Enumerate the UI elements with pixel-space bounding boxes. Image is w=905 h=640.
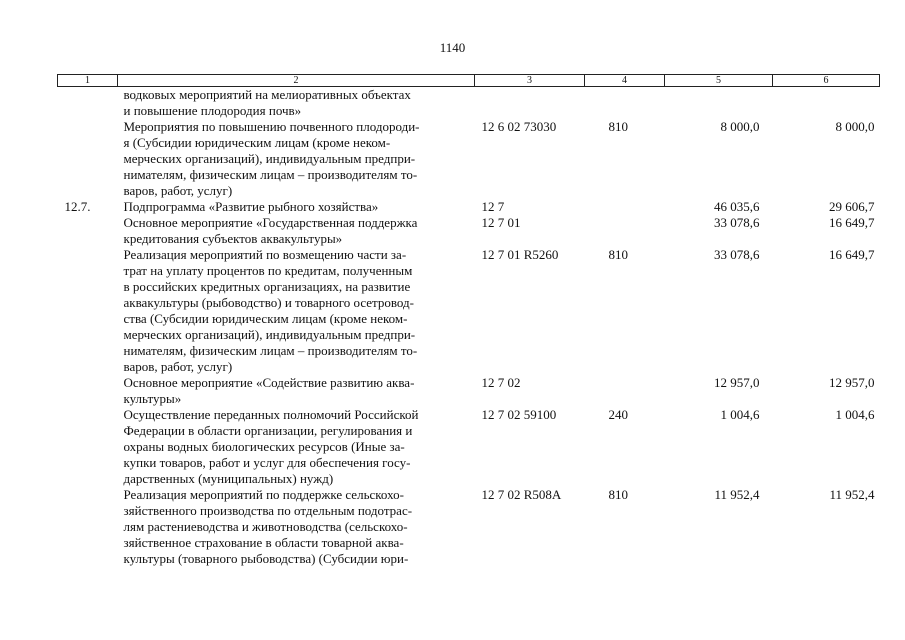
row-number [58,487,118,567]
row-amount-2: 12 957,0 [829,375,875,390]
row-number [58,119,118,199]
row-name [118,215,475,247]
row-amount-2: 29 606,7 [829,199,875,214]
header-col-5: 5 [665,75,773,87]
row-expense-type [585,87,665,120]
row-target-code [475,87,585,120]
row-name-line: зяйственного производства по отдельным подотрас- [123,503,413,518]
row-amount-1: 12 957,0 [714,375,760,390]
row-name-line: в российских кредитных организациях, на развитие [123,279,411,294]
table-row [58,247,880,375]
header-col-6: 6 [773,75,880,87]
row-name-line: я (Субсидии юридическим лицам (кроме неком- [123,135,391,150]
table-row [58,199,880,215]
row-amount-1: 8 000,0 [720,119,760,134]
row-name-line: зяйственное страхование в области товарной аква- [123,535,404,550]
row-number [58,375,118,407]
row-name [118,199,475,215]
row-amount-2 [773,87,880,120]
row-amount-2: 16 649,7 [829,215,875,230]
row-name-line: Федерации в области организации, регулирования и [123,423,413,438]
row-target-code: 12 7 02 59100 [481,407,557,422]
row-name [118,407,475,487]
row-name-line: водковых мероприятий на мелиоративных объектах [123,87,411,102]
row-name-line: Основное мероприятие «Государственная поддержка [123,215,418,230]
row-expense-type: 240 [608,407,628,422]
row-name-line: варов, работ, услуг) [123,359,233,374]
header-col-4: 4 [585,75,665,87]
table-row [58,119,880,199]
row-number: 12.7. [64,199,91,214]
row-amount-2: 16 649,7 [829,247,875,262]
row-name-line: купки товаров, работ и услуг для обеспечения госу- [123,455,411,470]
budget-table [57,74,880,567]
row-amount-1: 33 078,6 [714,215,760,230]
row-target-code: 12 7 [481,199,505,214]
row-number [58,407,118,487]
row-expense-type [585,375,665,407]
row-name-line: варов, работ, услуг) [123,183,233,198]
row-name-line: аквакультуры (рыбоводство) и товарного осетровод- [123,295,414,310]
row-name-line: дарственных (муниципальных) нужд) [123,471,334,486]
row-name-line: трат на уплату процентов по кредитам, полученным [123,263,413,278]
row-name-line: мерческих организаций), индивидуальным предпри- [123,151,416,166]
row-name [118,375,475,407]
row-amount-1: 11 952,4 [714,487,760,502]
row-name-line: культуры» [123,391,182,406]
row-name [118,119,475,199]
row-name-line: ства (Субсидии юридическим лицам (кроме неком- [123,311,408,326]
header-col-3: 3 [475,75,585,87]
row-target-code: 12 6 02 73030 [481,119,557,134]
row-name-line: кредитования субъектов аквакультуры» [123,231,343,246]
table-row [58,375,880,407]
table-row [58,407,880,487]
row-number [58,247,118,375]
table-body [58,87,880,568]
row-name-line: охраны водных биологических ресурсов (Иные за- [123,439,405,454]
row-name-line: Основное мероприятие «Содействие развитию аква- [123,375,415,390]
row-target-code: 12 7 02 [481,375,521,390]
row-target-code: 12 7 02 R508A [481,487,562,502]
page-number: 1140 [439,40,466,55]
row-name-line: нимателям, физическим лицам – производителям то- [123,343,418,358]
row-name-line: культуры (товарного рыбоводства) (Субсидии юри- [123,551,409,566]
row-name-line: и повышение плодородия почв» [123,103,302,118]
row-amount-1: 33 078,6 [714,247,760,262]
row-name-line: Мероприятия по повышению почвенного плодороди- [123,119,420,134]
row-number [58,215,118,247]
row-name [118,487,475,567]
header-col-2: 2 [118,75,475,87]
row-name [118,247,475,375]
table-row [58,215,880,247]
row-name [118,87,475,120]
row-name-line: Реализация мероприятий по поддержке сельскохо- [123,487,404,502]
row-expense-type [585,199,665,215]
row-amount-1 [665,87,773,120]
table-row [58,487,880,567]
row-amount-2: 11 952,4 [829,487,875,502]
row-name-line: лям растениеводства и животноводства (сельскохо- [123,519,408,534]
row-expense-type: 810 [608,487,628,502]
row-name-line: Реализация мероприятий по возмещению части за- [123,247,407,262]
row-amount-2: 8 000,0 [835,119,875,134]
row-amount-1: 46 035,6 [714,199,760,214]
row-name-line: Осуществление переданных полномочий Российской [123,407,419,422]
header-col-1: 1 [58,75,118,87]
row-target-code: 12 7 01 [481,215,521,230]
table-header [58,75,880,87]
row-expense-type: 810 [608,119,628,134]
row-name-line: Подпрограмма «Развитие рыбного хозяйства» [123,199,379,214]
table-row [58,87,880,120]
row-amount-1: 1 004,6 [720,407,760,422]
row-number [58,87,118,120]
row-expense-type [585,215,665,247]
row-name-line: нимателям, физическим лицам – производителям то- [123,167,418,182]
row-target-code: 12 7 01 R5260 [481,247,559,262]
row-name-line: мерческих организаций), индивидуальным предпри- [123,327,416,342]
row-expense-type: 810 [608,247,628,262]
row-amount-2: 1 004,6 [835,407,875,422]
